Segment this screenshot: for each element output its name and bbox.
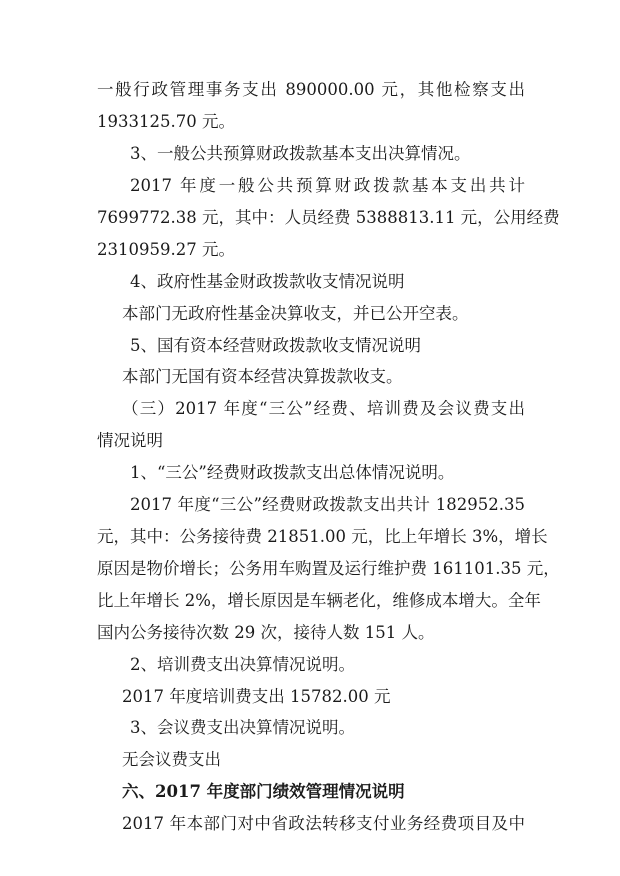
section-heading: 4、政府性基金财政拨款收支情况说明 (130, 272, 405, 291)
paragraph-line: 国内公务接待次数 29 次，接待人数 151 人。 (97, 623, 435, 642)
paragraph-line: 1933125.70 元。 (97, 112, 235, 131)
section-heading: 情况说明 (97, 431, 163, 450)
chapter-heading: 六、2017 年度部门绩效管理情况说明 (122, 782, 405, 801)
section-heading: （三）2017 年度“三公”经费、培训费及会议费支出 (122, 399, 525, 418)
paragraph-line: 2017 年本部门对中省政法转移支付业务经费项目及中 (122, 814, 525, 833)
paragraph-line: 2017 年度一般公共预算财政拨款基本支出共计 (130, 176, 525, 195)
paragraph-line: 一般行政管理事务支出 890000.00 元，其他检察支出 (97, 80, 525, 99)
paragraph-line: 本部门无国有资本经营决算拨款收支。 (122, 367, 403, 386)
paragraph-line: 2017 年度“三公”经费财政拨款支出共计 182952.35 (130, 495, 525, 514)
paragraph-line: 无会议费支出 (122, 750, 221, 769)
paragraph-line: 2017 年度培训费支出 15782.00 元 (122, 687, 391, 706)
section-heading: 1、“三公”经费财政拨款支出总体情况说明。 (130, 463, 455, 482)
paragraph-line: 7699772.38 元，其中：人员经费 5388813.11 元，公用经费 (97, 208, 560, 227)
section-heading: 3、一般公共预算财政拨款基本支出决算情况。 (130, 144, 471, 163)
paragraph-line: 2310959.27 元。 (97, 240, 235, 259)
paragraph-line: 原因是物价增长；公务用车购置及运行维护费 161101.35 元， (97, 559, 560, 578)
paragraph-line: 本部门无政府性基金决算收支，并已公开空表。 (122, 304, 469, 323)
section-heading: 5、国有资本经营财政拨款收支情况说明 (130, 336, 421, 355)
section-heading: 3、会议费支出决算情况说明。 (130, 718, 355, 737)
section-heading: 2、培训费支出决算情况说明。 (130, 655, 355, 674)
paragraph-line: 比上年增长 2%，增长原因是车辆老化，维修成本增大。全年 (97, 591, 541, 610)
paragraph-line: 元，其中：公务接待费 21851.00 元，比上年增长 3%，增长 (97, 527, 548, 546)
